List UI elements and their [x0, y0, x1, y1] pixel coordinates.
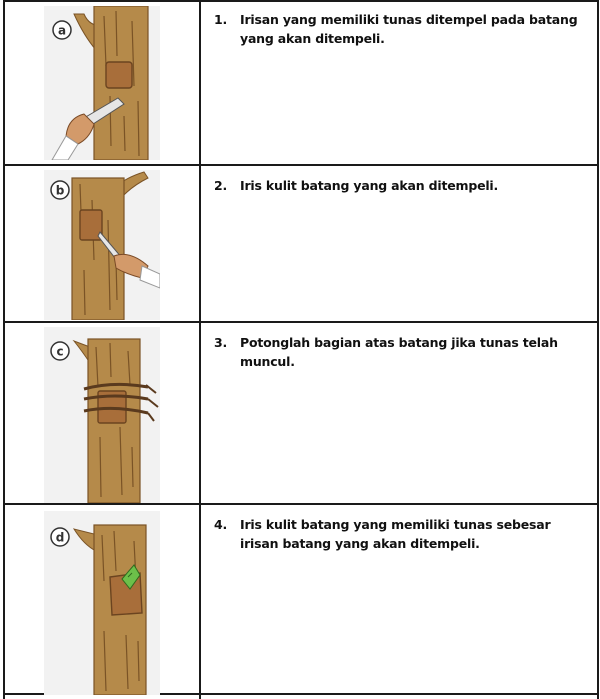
step-4-description — [214, 515, 590, 553]
step-1-description — [214, 10, 590, 48]
step-2-description — [214, 176, 590, 195]
step-number: 2. — [214, 178, 228, 193]
table-row — [0, 323, 600, 503]
illustration-step-a — [44, 6, 160, 160]
illustration-step-c — [44, 327, 160, 503]
table-row — [0, 0, 600, 164]
table-row — [0, 166, 600, 321]
step-text: Iris kulit batang yang akan ditempeli. — [240, 178, 499, 193]
step-3-description — [214, 333, 590, 371]
step-number: 4. — [214, 517, 228, 532]
step-text: Iris kulit batang yang memiliki tunas sebesar irisan batang yang akan ditempeli. — [240, 517, 551, 551]
step-number: 3. — [214, 335, 228, 350]
step-text: Irisan yang memiliki tunas ditempel pada batang yang akan ditempeli. — [240, 12, 578, 46]
step-d-letter: d — [55, 530, 65, 545]
table-row — [0, 505, 600, 693]
step-text: Potonglah bagian atas batang jika tunas telah muncul. — [240, 335, 558, 369]
illustration-step-b — [44, 170, 160, 320]
step-c-letter: c — [56, 344, 64, 359]
step-a-letter: a — [57, 23, 67, 38]
step-number: 1. — [214, 12, 228, 27]
step-b-letter: b — [55, 183, 65, 198]
illustration-step-d — [44, 511, 160, 695]
